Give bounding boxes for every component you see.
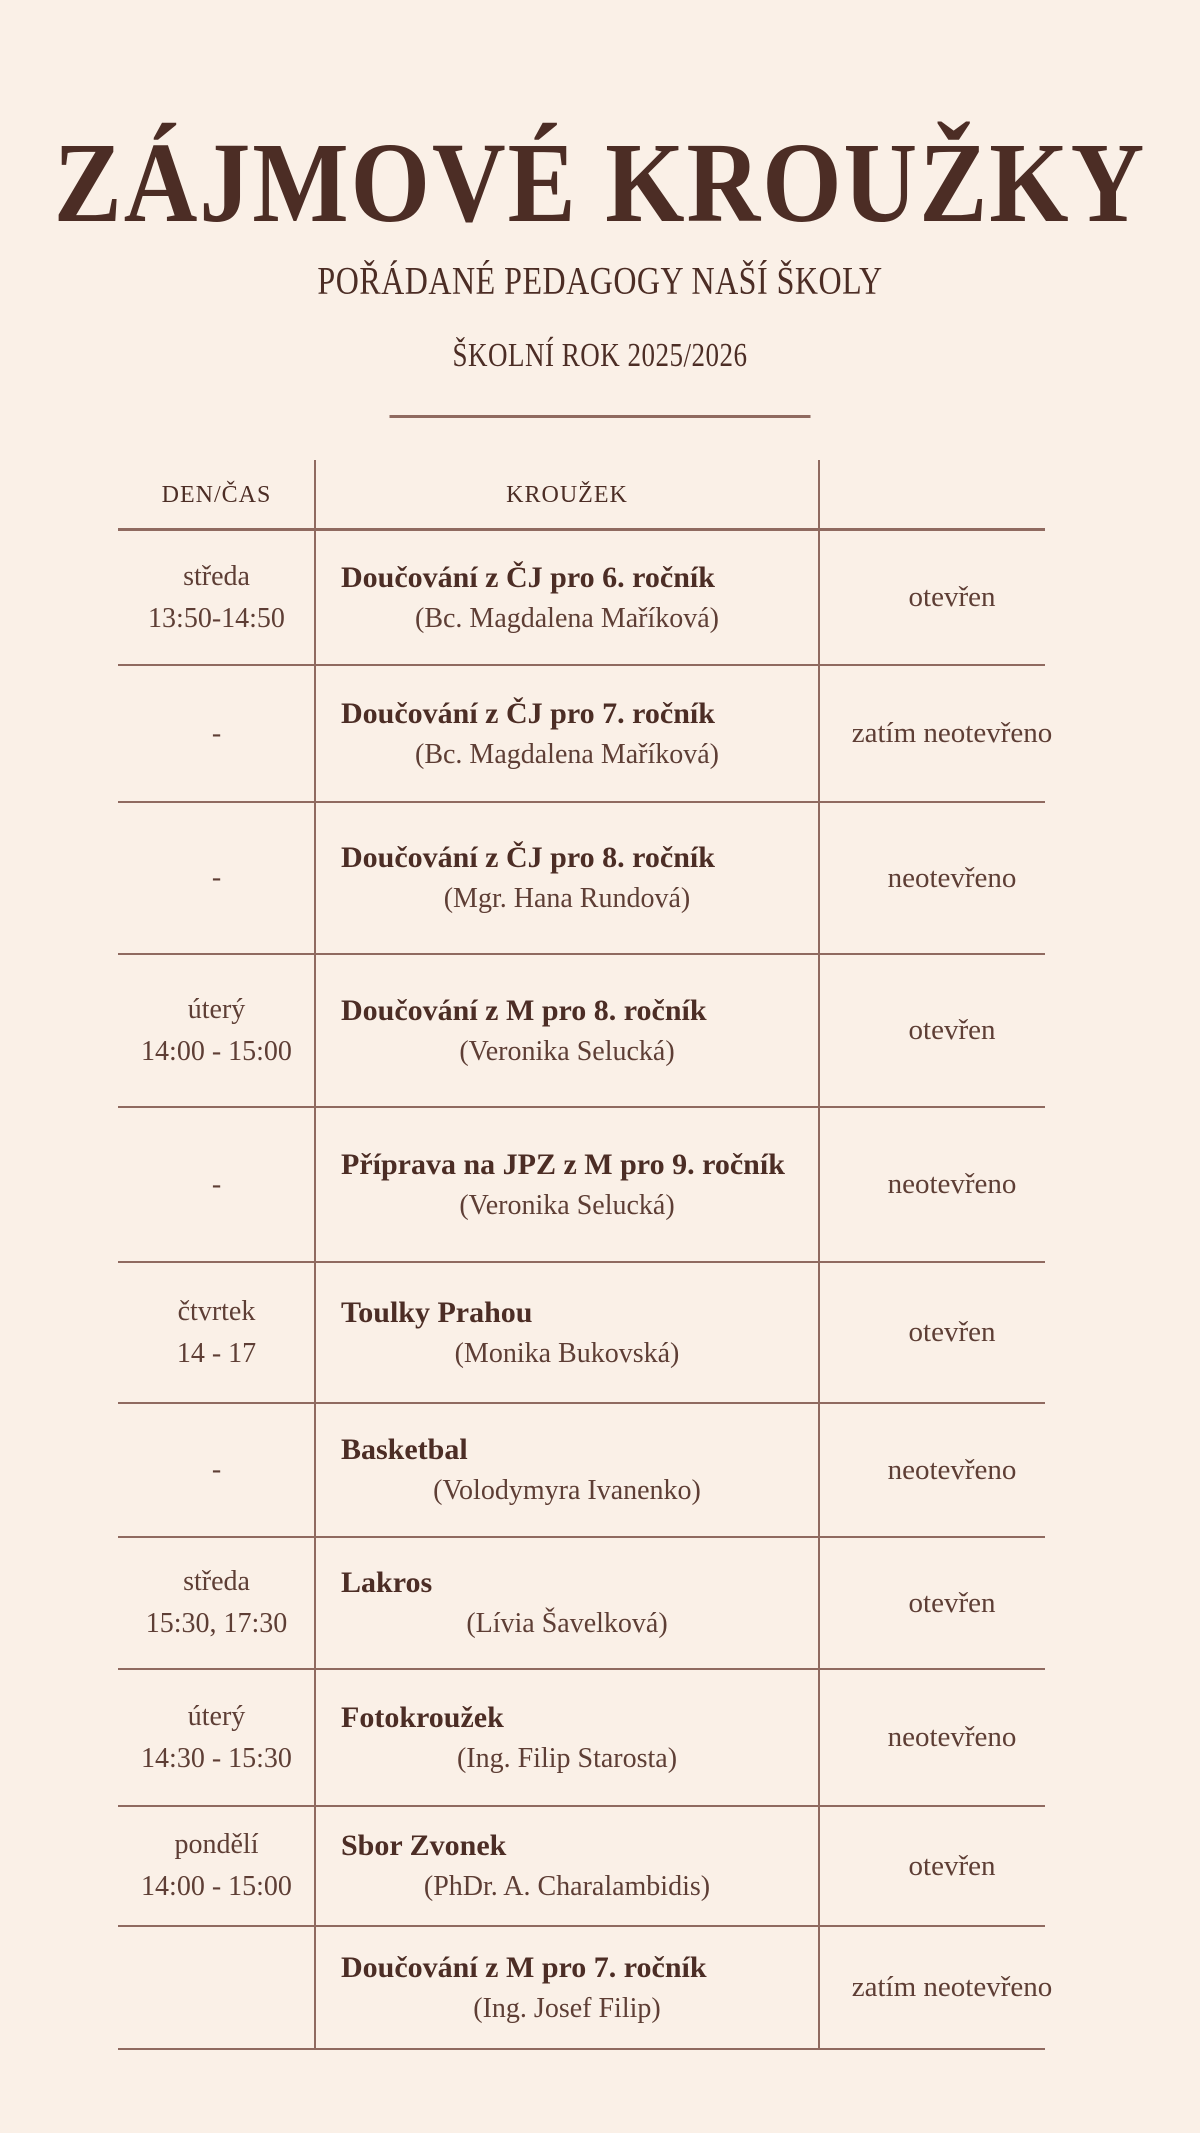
day-cell [118,1262,315,1403]
table-row [118,1403,1085,1537]
club-name: Lakros [341,1566,433,1600]
club-teacher: (Bc. Magdalena Maříková) [415,602,719,634]
day-cell [118,1806,315,1926]
club-name: Doučování z ČJ pro 8. ročník [341,841,715,875]
header-status [819,460,1085,530]
day-cell [118,1403,315,1537]
clubs-table [118,460,1085,2049]
table-row [118,1669,1085,1806]
club-teacher: (Ing. Filip Starosta) [456,1742,678,1774]
time-label: 14:30 - 15:30 [141,1742,292,1774]
table-header-row [118,460,1085,530]
time-label: 14 - 17 [176,1337,257,1369]
club-cell [315,1926,819,2049]
day-label: úterý [187,1700,246,1732]
day-cell [118,1669,315,1806]
table-row [118,1262,1085,1403]
day-label: čtvrtek [177,1295,256,1327]
table-row [118,1926,1085,2049]
day-cell [118,802,315,954]
club-cell [315,665,819,802]
club-cell [315,1403,819,1537]
status-cell: neotevřeno [887,861,1017,894]
club-teacher: (Mgr. Hana Rundová) [443,883,691,915]
club-teacher: (PhDr. A. Charalambidis) [423,1871,711,1903]
time-label: 15:30, 17:30 [145,1608,288,1639]
day-label: - [211,1168,222,1200]
table-row [118,665,1085,802]
day-label: středa [183,1566,250,1597]
club-cell [315,802,819,954]
club-teacher: (Monika Bukovská) [454,1337,680,1369]
school-year: ŠKOLNÍ ROK 2025/2026 [452,336,748,374]
club-teacher: (Veronika Selucká) [459,1189,675,1221]
club-name: Basketbal [341,1433,468,1467]
day-cell [118,1926,315,2049]
day-label: - [211,717,222,749]
club-name: Toulky Prahou [341,1295,533,1329]
status-cell: otevřen [908,1316,996,1348]
day-label: středa [183,560,250,592]
club-name: Doučování z ČJ pro 7. ročník [341,696,715,730]
club-teacher: (Lívia Šavelková) [466,1608,668,1640]
table-row [118,954,1085,1107]
time-label: 13:50-14:50 [148,602,285,634]
status-cell: otevřen [908,1849,996,1882]
day-cell [118,530,315,665]
day-label: úterý [187,993,246,1025]
table-row [118,530,1085,665]
table-row [118,1806,1085,1926]
club-cell [315,1669,819,1806]
time-label: 14:00 - 15:00 [141,1035,292,1067]
day-label: pondělí [174,1829,259,1860]
day-label: - [211,1454,222,1485]
day-cell [118,954,315,1107]
club-cell [315,1107,819,1262]
club-name: Doučování z ČJ pro 6. ročník [341,560,715,594]
header-club: KROUŽEK [506,482,628,508]
club-cell [315,954,819,1107]
time-label: 14:00 - 15:00 [141,1871,292,1902]
club-cell [315,1262,819,1403]
status-cell: zatím neotevřeno [851,717,1053,749]
header-day-time: DEN/ČAS [161,482,272,508]
table-row [118,802,1085,954]
status-cell: neotevřeno [887,1168,1017,1200]
status-cell: otevřen [908,581,996,613]
divider-line [390,415,811,418]
club-teacher: (Ing. Josef Filip) [473,1992,661,2024]
club-teacher: (Volodymyra Ivanenko) [433,1475,701,1507]
club-name: Fotokroužek [341,1700,504,1734]
status-cell: zatím neotevřeno [851,1971,1053,2003]
status-cell: neotevřeno [887,1453,1017,1486]
club-cell [315,1806,819,1926]
club-cell [315,530,819,665]
day-cell [118,1537,315,1669]
page-subtitle: POŘÁDANÉ PEDAGOGY NAŠÍ ŠKOLY [317,258,883,302]
table-row [118,1107,1085,1262]
club-name: Doučování z M pro 7. ročník [341,1950,707,1984]
club-name: Doučování z M pro 8. ročník [341,993,707,1027]
club-teacher: (Veronika Selucká) [459,1035,675,1067]
club-teacher: (Bc. Magdalena Maříková) [415,738,719,770]
status-cell: neotevřeno [887,1721,1017,1753]
table-row [118,1537,1085,1669]
club-name: Příprava na JPZ z M pro 9. ročník [341,1147,785,1181]
day-cell [118,1107,315,1262]
page-title: ZÁJMOVÉ KROUŽKY [53,120,1147,247]
club-name: Sbor Zvonek [341,1829,507,1863]
club-cell [315,1537,819,1669]
day-cell [118,665,315,802]
status-cell: otevřen [908,1586,996,1619]
status-cell: otevřen [908,1014,996,1046]
day-label: - [211,862,222,893]
